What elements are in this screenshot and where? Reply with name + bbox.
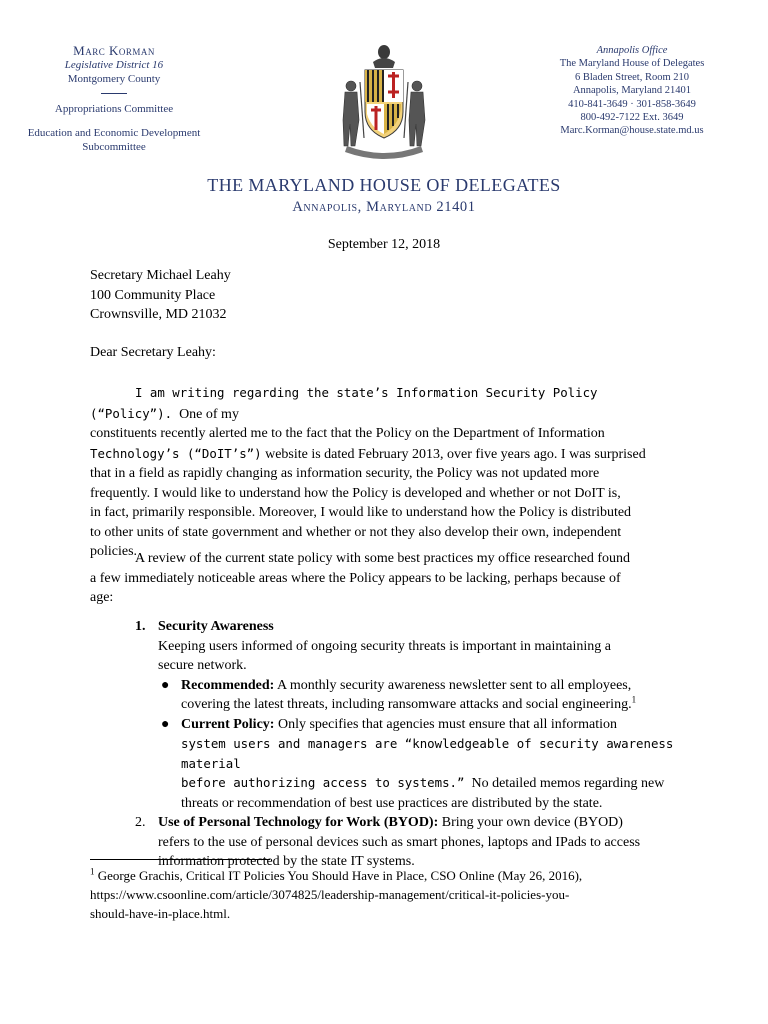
footnote-line3[interactable]: should-have-in-place.html. (90, 906, 231, 921)
list-heading: Use of Personal Technology for Work (BYOD): (158, 815, 439, 830)
list-text-line2: secure network. (158, 658, 247, 673)
salutation: Dear Secretary Leahy: (90, 345, 216, 360)
footnote-ref[interactable]: 1 (631, 694, 637, 705)
office-street: 6 Bladen Street, Room 210 (574, 71, 690, 83)
bullet-icon: ● (161, 677, 170, 693)
p1-line4: that in a field as rapidly changing as information security, the Policy was not updated more (90, 466, 600, 481)
recipient-name: Secretary Michael Leahy (90, 268, 231, 283)
bullet-recommended (135, 676, 690, 715)
bullet-icon: ● (161, 716, 170, 732)
list-number: 1. (135, 619, 146, 634)
office-tollfree: 800-492-7122 Ext. 3649 (580, 112, 684, 124)
bullet-line1: A monthly security awareness newsletter sent to all employees, (277, 677, 632, 693)
p1-line1-rest: One of my (179, 406, 239, 422)
bullet-label: Recommended: (181, 677, 275, 693)
house-subtitle: Annapolis, Maryland 21401 (292, 199, 476, 215)
p1-line6: in fact, primarily responsible. Moreover, I would like to understand how the Policy is distributed (90, 505, 632, 520)
bullet-line2: system users and managers are “knowledgeable of security awareness material (181, 736, 674, 771)
list-line2: refers to the use of personal devices such as smart phones, laptops and IPads to access (158, 834, 641, 850)
p1-intro: I am writing regarding the state’s Information Security Policy (“Policy”). (90, 385, 598, 421)
paragraph-1 (90, 383, 688, 562)
footnote-url[interactable]: https://www.csoonline.com/article/3074825/leadership-management/critical-it-policies-you- (90, 887, 570, 902)
footnote (90, 866, 690, 923)
numbered-list (135, 617, 690, 872)
subcommittee-line2: Subcommittee (82, 141, 146, 153)
list-line3: information protected by the state IT systems. (158, 854, 415, 869)
letterhead-right (544, 44, 720, 138)
office-label: Annapolis Office (596, 45, 668, 56)
bullet-line4: threats or recommendation of best use practices are distributed by the state. (181, 795, 603, 811)
footnote-line1: George Grachis, Critical IT Policies You Should Have in Place, CSO Online (May 26, 2016), (97, 868, 583, 883)
p1-line8: policies. (90, 544, 138, 559)
list-heading: Security Awareness (158, 619, 274, 634)
recipient-city: Crownsville, MD 21032 (90, 307, 227, 322)
divider (101, 93, 127, 94)
p1-line3b: website is dated February 2013, over five years ago. I was surprised (265, 446, 646, 462)
recipient-street: 100 Community Place (90, 287, 216, 303)
p1-line7: to other units of state government and whether or not they also develop their own, independent (90, 524, 622, 540)
house-title: THE MARYLAND HOUSE OF DELEGATES (207, 175, 561, 195)
county: Montgomery County (67, 73, 161, 85)
list-line1-rest: Bring your own device (BYOD) (441, 815, 623, 830)
bullet-line2: covering the latest threats, including ransomware attacks and social engineering. (181, 697, 632, 712)
committee: Appropriations Committee (54, 103, 174, 115)
maryland-seal-icon (331, 42, 437, 162)
p2-line2: a few immediately noticeable areas where the Policy appears to be lacking, perhaps because of (90, 570, 621, 586)
list-text-line1: Keeping users informed of ongoing security threats is important in maintaining a (158, 638, 611, 654)
bullet-line3a: before authorizing access to systems.” (181, 775, 465, 790)
bullet-label: Current Policy: (181, 716, 275, 732)
bullet-line1: Only specifies that agencies must ensure that all information (277, 716, 617, 732)
bullet-current-policy (135, 715, 690, 814)
footnote-marker: 1 (90, 866, 95, 877)
office-city: Annapolis, Maryland 21401 (572, 85, 692, 97)
list-item-2 (135, 813, 690, 872)
p2-line3: age: (90, 590, 114, 605)
subcommittee-line1: Education and Economic Development (27, 127, 201, 139)
list-number: 2. (135, 815, 146, 830)
office-email: Marc.Korman@house.state.md.us (560, 125, 704, 137)
office-org: The Maryland House of Delegates (559, 58, 705, 70)
p2-line1: A review of the current state policy with some best practices my office researched found (135, 551, 631, 566)
letter-date: September 12, 2018 (327, 237, 441, 252)
p1-line3a: Technology’s (“DoIT’s”) (90, 445, 262, 461)
recipient-address (90, 266, 688, 325)
district: Legislative District 16 (64, 59, 164, 71)
letterhead-left (0, 44, 228, 154)
p1-line5: frequently. I would like to understand how the Policy is developed and whether or not DoIT is, (90, 485, 621, 501)
paragraph-2 (90, 549, 688, 608)
list-item-1 (135, 617, 690, 676)
office-phones: 410-841-3649 · 301-858-3649 (568, 98, 696, 110)
bullet-line3b: No detailed memos regarding new (471, 776, 665, 791)
footnote-divider (90, 859, 270, 860)
delegate-name: Marc Korman (73, 43, 155, 58)
p1-line2: constituents recently alerted me to the fact that the Policy on the Department of Information (90, 426, 605, 441)
